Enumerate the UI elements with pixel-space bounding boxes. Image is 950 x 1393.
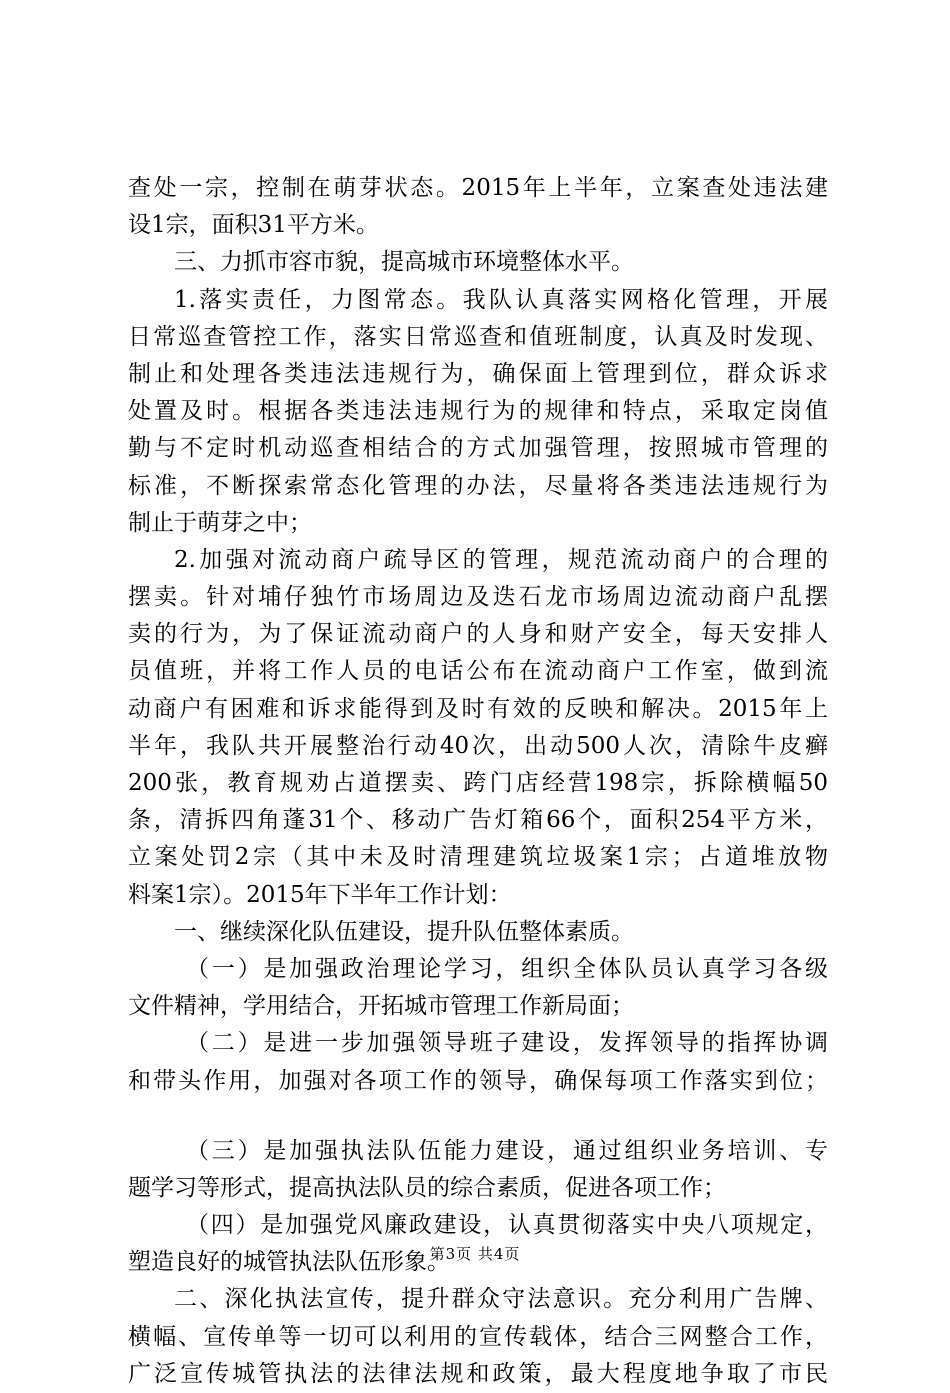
text-line: 塑造良好的城管执法队伍形象。 bbox=[128, 1249, 450, 1276]
text-line: 勤与不定时机动巡查相结合的方式加强管理，按照城市管理的 bbox=[128, 435, 828, 462]
text-line: 条，清拆四角蓬31个、移动广告灯箱66个，面积254平方米， bbox=[128, 807, 828, 834]
page-number-footer: 第3页 共4页 bbox=[429, 1245, 521, 1263]
text-line: 摆卖。针对埔仔独竹市场周边及迭石龙市场周边流动商户乱摆 bbox=[128, 584, 828, 611]
section-heading: 一、继续深化队伍建设，提升队伍整体素质。 bbox=[174, 918, 634, 945]
text-line: （二）是进一步加强领导班子建设，发挥领导的指挥协调 bbox=[186, 1030, 828, 1057]
text-line: 横幅、宣传单等一切可以利用的宣传载体，结合三网整合工作， bbox=[128, 1323, 828, 1350]
text-line: 动商户有困难和诉求能得到及时有效的反映和解决。2015年上 bbox=[128, 695, 828, 722]
text-line: 200张，教育规劝占道摆卖、跨门店经营198宗，拆除横幅50 bbox=[128, 770, 828, 796]
text-line: 处置及时。根据各类违法违规行为的规律和特点，采取定岗值 bbox=[128, 398, 828, 425]
document-body bbox=[128, 170, 828, 1393]
text-line: 2.加强对流动商户疏导区的管理，规范流动商户的合理的 bbox=[174, 546, 828, 573]
text-line: （四）是加强党风廉政建设，认真贯彻落实中央八项规定， bbox=[186, 1212, 828, 1239]
text-line: 日常巡查管控工作，落实日常巡查和值班制度，认真及时发现、 bbox=[128, 323, 828, 350]
text-line: （三）是加强执法队伍能力建设，通过组织业务培训、专 bbox=[186, 1137, 828, 1164]
text-line: 料案1宗）。2015年下半年工作计划： bbox=[128, 881, 512, 908]
text-line: 广泛宣传城管执法的法律法规和政策，最大程度地争取了市民 bbox=[128, 1360, 828, 1387]
text-line: （一）是加强政治理论学习，组织全体队员认真学习各级 bbox=[186, 955, 828, 982]
text-line: 标准，不断探索常态化管理的办法，尽量将各类违法违规行为 bbox=[128, 472, 828, 499]
text-line: 员值班，并将工作人员的电话公布在流动商户工作室，做到流 bbox=[128, 658, 828, 685]
text-line: 立案处罚2宗（其中未及时清理建筑垃圾案1宗；占道堆放物 bbox=[128, 844, 828, 871]
text-line: 文件精神，学用结合，开拓城市管理工作新局面； bbox=[128, 993, 634, 1020]
text-line: 卖的行为，为了保证流动商户的人身和财产安全，每天安排人 bbox=[128, 621, 828, 648]
text-line: 1.落实责任，力图常态。我队认真落实网格化管理，开展 bbox=[174, 286, 828, 313]
text-line: 题学习等形式，提高执法队员的综合素质，促进各项工作； bbox=[128, 1174, 726, 1201]
text-line: 制止和处理各类违法违规行为，确保面上管理到位，群众诉求 bbox=[128, 360, 828, 387]
text-line: 查处一宗，控制在萌芽状态。2015年上半年，立案查处违法建 bbox=[128, 175, 828, 201]
section-heading: 三、力抓市容市貌，提高城市环境整体水平。 bbox=[174, 249, 634, 276]
text-line: 半年，我队共开展整治行动40次，出动500人次，清除牛皮癣 bbox=[128, 732, 828, 759]
text-line: 制止于萌芽之中； bbox=[128, 509, 312, 536]
text-line: 和带头作用，加强对各项工作的领导，确保每项工作落实到位； bbox=[128, 1067, 828, 1094]
section-heading: 二、深化执法宣传，提升群众守法意识。充分利用广告牌、 bbox=[174, 1286, 828, 1313]
text-line: 设1宗，面积31平方米。 bbox=[128, 212, 379, 239]
paragraph-gap bbox=[128, 1100, 828, 1133]
